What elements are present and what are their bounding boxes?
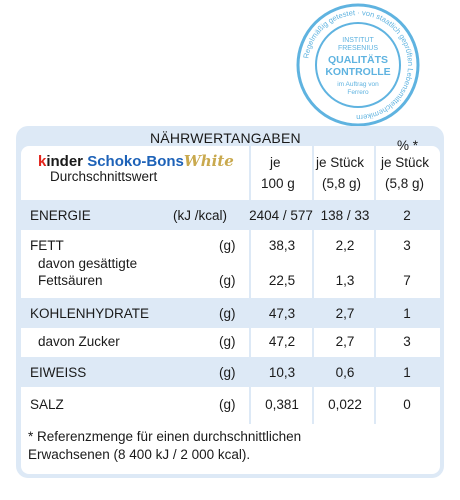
row-fett-unit: (g) [219, 238, 236, 253]
quality-seal-icon [295, 2, 421, 128]
row-eiweiss-per100: 10,3 [268, 365, 296, 380]
row-fett-per100: 38,3 [268, 238, 296, 253]
col1-header-line2: 100 g [261, 176, 295, 191]
seal-line2: FRESENIUS [337, 45, 379, 52]
row-fett-perpiece: 2,2 [335, 238, 355, 253]
row-fettsaeuren-pct: 7 [403, 273, 411, 288]
row-salz-perpiece: 0,022 [328, 397, 362, 412]
row-fett-label: FETT [30, 238, 64, 253]
subtitle: Durchschnittswert [50, 169, 158, 184]
row-fettsaeuren-label2: Fettsäuren [38, 273, 103, 288]
seal-line1: INSTITUT [342, 37, 374, 44]
col2-header-line1: je Stück [316, 155, 365, 170]
brand-schoko-bons: Schoko-Bons [87, 153, 184, 170]
row-fett-pct: 3 [403, 238, 411, 253]
row-fettsaeuren-unit: (g) [219, 273, 236, 288]
row-salz-label: SALZ [30, 397, 64, 412]
col2-header-line2: (5,8 g) [322, 176, 362, 191]
row-salz-unit: (g) [219, 397, 236, 412]
row-kohlenhydrate-perpiece: 2,7 [335, 306, 355, 321]
col1-header-line1: je [270, 155, 281, 170]
row-energie-pct: 2 [403, 208, 411, 223]
row-eiweiss-pct: 1 [403, 365, 411, 380]
row-zucker-unit: (g) [219, 334, 236, 349]
brand-kinder: kinder [38, 153, 84, 170]
row-kohlenhydrate-unit: (g) [219, 306, 236, 321]
col3-header-line1: % * [397, 138, 419, 153]
row-energie-label: ENERGIE [30, 208, 91, 223]
row-kohlenhydrate-per100: 47,3 [268, 306, 296, 321]
row-salz-per100: 0,381 [265, 397, 299, 412]
row-salz-pct: 0 [403, 397, 411, 412]
row-zucker-pct: 3 [403, 334, 411, 349]
row-zucker-perpiece: 2,7 [335, 334, 355, 349]
brand-logo [38, 152, 234, 170]
footnote [28, 428, 301, 464]
row-zucker-label: davon Zucker [38, 334, 120, 349]
footnote-line2: Erwachsenen (8 400 kJ / 2 000 kcal). [28, 447, 251, 462]
row-eiweiss-label: EIWEISS [30, 365, 87, 380]
seal-line5: im Auftrag von [337, 81, 379, 88]
seal-line6: Ferrero [347, 89, 369, 96]
row-eiweiss-unit: (g) [219, 365, 236, 380]
footnote-line1: * Referenzmenge für einen durchschnittlichen [28, 429, 302, 444]
row-fettsaeuren-label: davon gesättigte [38, 256, 138, 271]
row-zucker-per100: 47,2 [268, 334, 296, 349]
row-energie-perpiece: 138 / 33 [320, 208, 370, 223]
row-fettsaeuren-per100: 22,5 [268, 273, 296, 288]
seal-line3: QUALITÄTS [327, 54, 389, 66]
seal-ring-text: Regelmäßig getestet · von staatlich geprüften Lebensmittelchemikern [301, 7, 416, 123]
table-title: NÄHRWERTANGABEN [150, 130, 301, 146]
brand-white: White [183, 152, 234, 170]
row-kohlenhydrate-pct: 1 [403, 306, 411, 321]
row-energie-unit: (kJ /kcal) [173, 208, 227, 223]
row-kohlenhydrate-label: KOHLENHYDRATE [30, 306, 150, 321]
col3-header-line2: je Stück [381, 155, 430, 170]
row-eiweiss-perpiece: 0,6 [335, 365, 355, 380]
col3-header-line3: (5,8 g) [385, 176, 425, 191]
row-fettsaeuren-perpiece: 1,3 [335, 273, 355, 288]
row-energie-per100: 2404 / 577 [249, 208, 313, 223]
seal-line4: KONTROLLE [325, 66, 391, 78]
